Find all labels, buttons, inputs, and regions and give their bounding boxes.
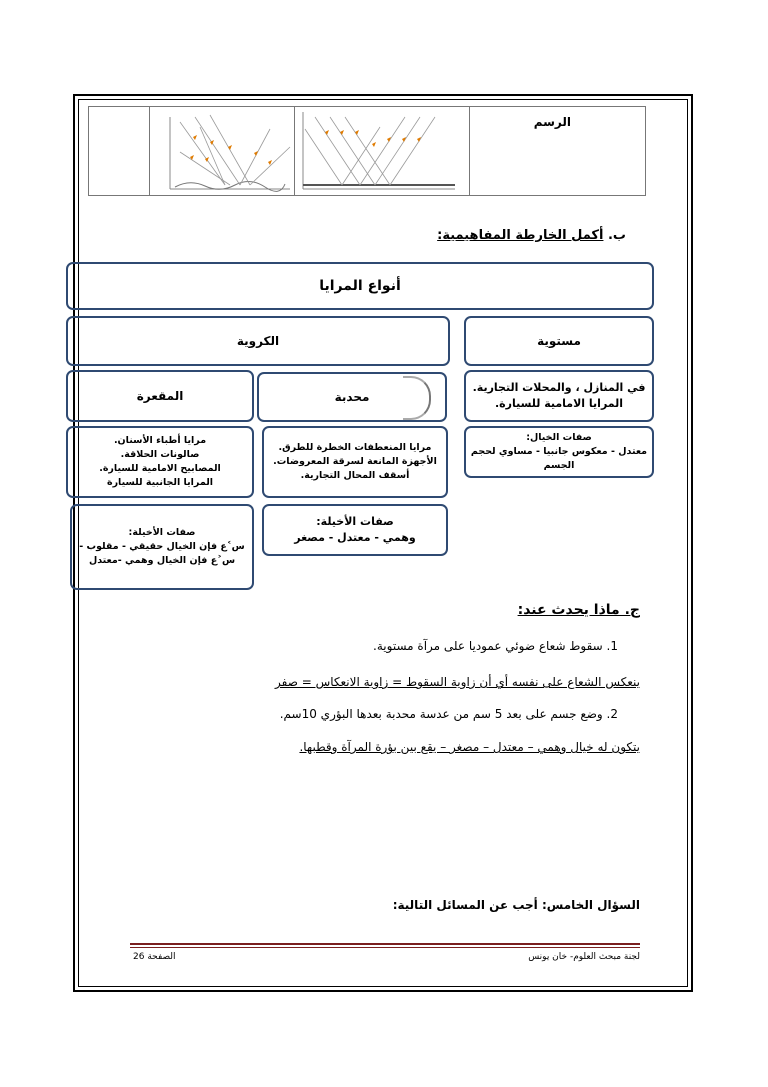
table-cell-empty — [89, 107, 149, 195]
concept-concave-uses — [66, 426, 254, 498]
concept-flat-uses-text: في المنازل ، والمحلات التجارية. المرايا الامامية للسيارة. — [472, 381, 646, 410]
concept-convex — [257, 372, 447, 422]
concept-root-label: أنواع المرايا — [319, 278, 401, 294]
concept-flat — [464, 316, 654, 366]
regular-reflection-drawing — [294, 107, 469, 195]
concept-spherical — [66, 316, 450, 366]
section-b-letter: ب. — [607, 228, 626, 243]
footer-committee: لجنة مبحث العلوم- خان يونس — [528, 952, 640, 962]
footer-page-number: الصفحة 26 — [133, 952, 176, 962]
concept-concave-label: المقعرة — [136, 389, 184, 403]
concept-convex-label: محدبة — [334, 390, 370, 404]
concept-flat-image-props — [464, 426, 654, 478]
footer-divider-thin — [130, 947, 640, 948]
reflection-drawing-table — [88, 106, 646, 196]
concept-spherical-label: الكروية — [236, 334, 280, 348]
question-5-heading: السؤال الخامس: أجب عن المسائل التالية: — [392, 898, 640, 912]
section-b-heading — [437, 228, 626, 243]
question-2: 2. وضع جسم على بعد 5 سم من عدسة محدبة بعدها البؤري 10سم. — [279, 707, 618, 721]
concept-concave — [66, 370, 254, 422]
concept-concave-image-props — [70, 504, 254, 590]
concept-convex-uses-text: مرايا المنعطفات الخطرة للطرق. الأجهزة المانعة لسرقة المعروضات. أسقف المحال التجارية. — [273, 442, 437, 481]
convex-mirror-icon — [403, 376, 431, 420]
section-b-title: أكمل الخارطة المفاهيمية: — [437, 228, 604, 243]
section-c-title: ج. ماذا يحدث عند: — [517, 602, 640, 618]
concept-flat-image-props-text: صفات الخيال: معتدل - معكوس جانبيا - مساوي لحجم الجسم — [470, 432, 648, 471]
concept-flat-label: مستوية — [537, 334, 581, 348]
concept-root — [66, 262, 654, 310]
concept-concave-uses-text: مرايا أطباء الأسنان. صالونات الحلاقة. المصابيح الامامية للسيارة. المرايا الجانبية للسيارة — [99, 435, 221, 488]
concept-concave-image-props-text: صفات الأخيلة: س˂ع فإن الخيال حقيقي - مقلوب - س˃ع فإن الخيال وهمي -معتدل — [79, 527, 245, 566]
question-1: 1. سقوط شعاع ضوئي عموديا على مرآة مستوية. — [373, 639, 618, 653]
concept-flat-uses — [464, 370, 654, 422]
drawing-header-cell — [469, 107, 645, 195]
answer-1: ينعكس الشعاع على نفسه أي أن زاوية السقوط = زاوية الانعكاس = صفر — [275, 675, 640, 689]
drawing-label: الرسم — [533, 115, 571, 129]
concept-convex-image-props-text: صفات الأخيلة: وهمي - معتدل - مصغر — [294, 515, 416, 544]
diffuse-reflection-drawing — [149, 107, 294, 195]
concept-convex-image-props — [262, 504, 448, 556]
answer-2: يتكون له خيال وهمي – معتدل – مصغر – يقع بين بؤرة المرآة وقطبها. — [299, 740, 640, 754]
footer-divider — [130, 943, 640, 945]
concept-convex-uses — [262, 426, 448, 498]
